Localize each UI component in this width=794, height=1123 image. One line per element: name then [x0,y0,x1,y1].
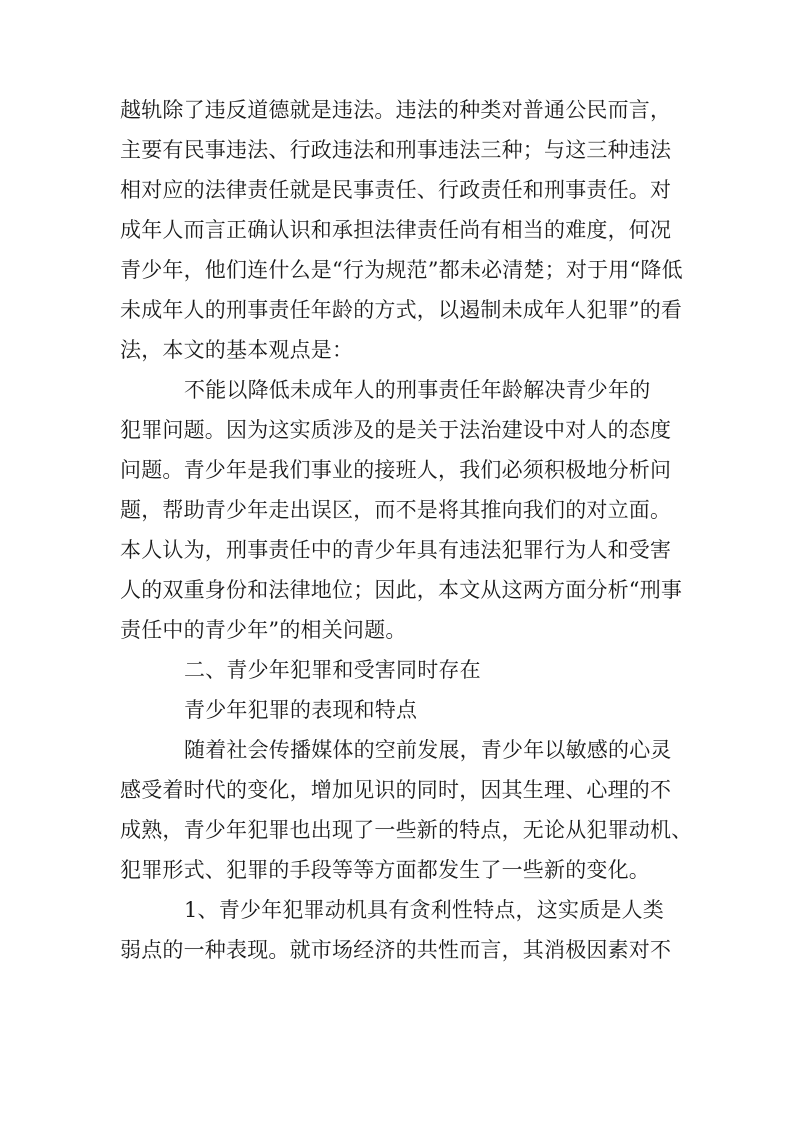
text-line: 随着社会传播媒体的空前发展，青少年以敏感的心灵 [184,738,672,762]
text-line: 人的双重身份和法律地位；因此，本文从这两方面分析“刑事 [120,578,683,602]
text-line: 问题。青少年是我们事业的接班人，我们必须积极地分析问 [120,458,672,482]
text-line: 青少年犯罪的表现和特点 [184,698,418,722]
text-line: 成年人而言正确认识和承担法律责任尚有相当的难度，何况 [120,218,672,242]
text-line: 法，本文的基本观点是： [120,338,354,362]
text-line: 未成年人的刑事责任年龄的方式，以遏制未成年人犯罪”的看 [120,298,683,322]
text-line: 感受着时代的变化，增加见识的同时，因其生理、心理的不 [120,778,672,802]
text-line: 弱点的一种表现。就市场经济的共性而言，其消极因素对不 [120,938,672,962]
body-text [120,90,693,970]
text-line: 主要有民事违法、行政违法和刑事违法三种；与这三种违法 [120,138,672,162]
text-line: 成熟，青少年犯罪也出现了一些新的特点，无论从犯罪动机、 [120,818,693,842]
text-line: 越轨除了违反道德就是违法。违法的种类对普通公民而言， [120,98,672,122]
text-line: 犯罪形式、犯罪的手段等等方面都发生了一些新的变化。 [120,858,650,882]
text-line: 青少年，他们连什么是“行为规范”都未必清楚；对于用“降低 [120,258,683,282]
text-line: 题，帮助青少年走出误区，而不是将其推向我们的对立面。 [120,498,672,522]
text-line: 不能以降低未成年人的刑事责任年龄解决青少年的 [184,378,651,402]
text-line: 本人认为，刑事责任中的青少年具有违法犯罪行为人和受害 [120,538,672,562]
text-line: 责任中的青少年”的相关问题。 [120,618,407,642]
text-line: 1、青少年犯罪动机具有贪利性特点，这实质是人类 [184,898,664,922]
text-line: 二、青少年犯罪和受害同时存在 [184,658,481,682]
text-line: 相对应的法律责任就是民事责任、行政责任和刑事责任。对 [120,178,672,202]
text-line: 犯罪问题。因为这实质涉及的是关于法治建设中对人的态度 [120,418,672,442]
